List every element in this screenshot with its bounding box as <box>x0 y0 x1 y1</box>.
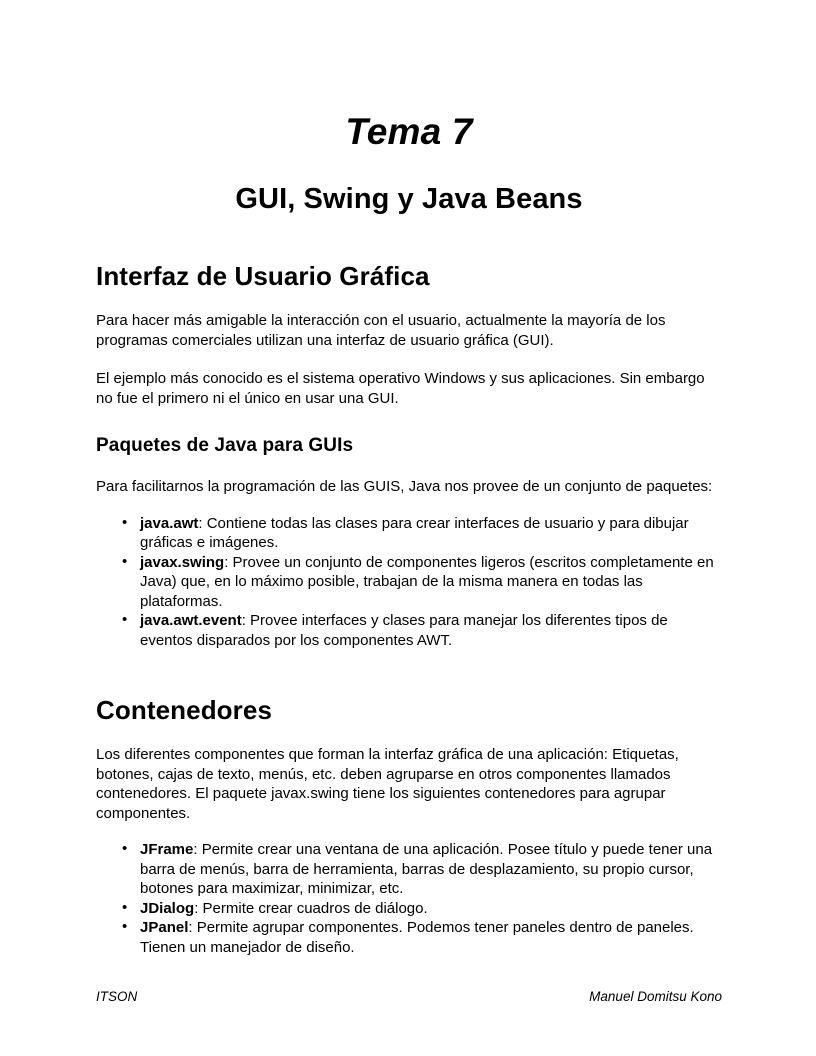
list-item-term: JFrame <box>140 841 194 859</box>
paragraph: Para hacer más amigable la interacción con el usuario, actualmente la mayoría de los programas comerciales utilizan una interfaz de usuario gráfica (GUI). <box>96 312 666 349</box>
list-item <box>96 553 722 612</box>
list-item-text: : Permite crear cuadros de diálogo. <box>194 899 428 917</box>
section-heading-interfaz-de-usuario-grafica: Interfaz de Usuario Gráfica <box>96 261 430 292</box>
package-list <box>96 497 722 651</box>
list-item-text: : Provee interfaces y clases para manejar los diferentes tipos de eventos disparados por los componentes AWT. <box>140 612 668 649</box>
footer-left-text: ITSON <box>96 989 138 1004</box>
list-item-text: : Contiene todas las clases para crear interfaces de usuario y para dibujar gráficas e imágenes. <box>140 514 689 552</box>
list-item <box>96 899 722 919</box>
list-item <box>96 514 722 553</box>
list-item-term: java.awt.event <box>140 612 242 630</box>
list-item-term: JPanel <box>140 919 189 937</box>
list-item <box>96 840 722 899</box>
list-item-text: : Permite agrupar componentes. Podemos tener paneles dentro de paneles. Tienen un manejador de diseño. <box>140 919 694 956</box>
list-item-term: java.awt <box>140 514 199 532</box>
paragraph: Para facilitarnos la programación de las GUIS, Java nos provee de un conjunto de paquetes: <box>96 478 713 496</box>
list-item-term: javax.swing <box>140 553 225 571</box>
page-content <box>96 0 722 957</box>
paragraph: Los diferentes componentes que forman la interfaz gráfica de una aplicación: Etiquetas, botones, cajas de texto, menús, etc. deben agruparse en otros componentes llamados contenedores. El paquete javax.swing tiene los siguientes contenedores para agrupar componentes. <box>96 746 679 822</box>
paragraph: El ejemplo más conocido es el sistema operativo Windows y sus aplicaciones. Sin embargo no fue el primero ni el único en usar una GUI. <box>96 370 705 407</box>
document-title: Tema 7 <box>345 111 473 152</box>
page-footer <box>96 989 722 1004</box>
list-item <box>96 611 722 650</box>
list-item-text: : Provee un conjunto de componentes ligeros (escritos completamente en Java) que, en lo máximo posible, trabajan de la misma manera en todas las plataformas. <box>140 553 714 610</box>
section-heading-contenedores: Contenedores <box>96 695 273 726</box>
footer-right-text: Manuel Domitsu Kono <box>589 989 722 1004</box>
container-list <box>96 823 722 957</box>
list-item <box>96 918 722 957</box>
section-heading-paquetes-de-java-para-guis: Paquetes de Java para GUIs <box>96 435 354 457</box>
document-subtitle: GUI, Swing y Java Beans <box>235 182 583 215</box>
list-item-text: : Permite crear una ventana de una aplicación. Posee título y puede tener una barra de menús, barra de herramienta, barras de desplazamiento, su propio cursor, botones para maximizar, minimizar, etc. <box>140 841 713 898</box>
list-item-term: JDialog <box>140 899 195 917</box>
